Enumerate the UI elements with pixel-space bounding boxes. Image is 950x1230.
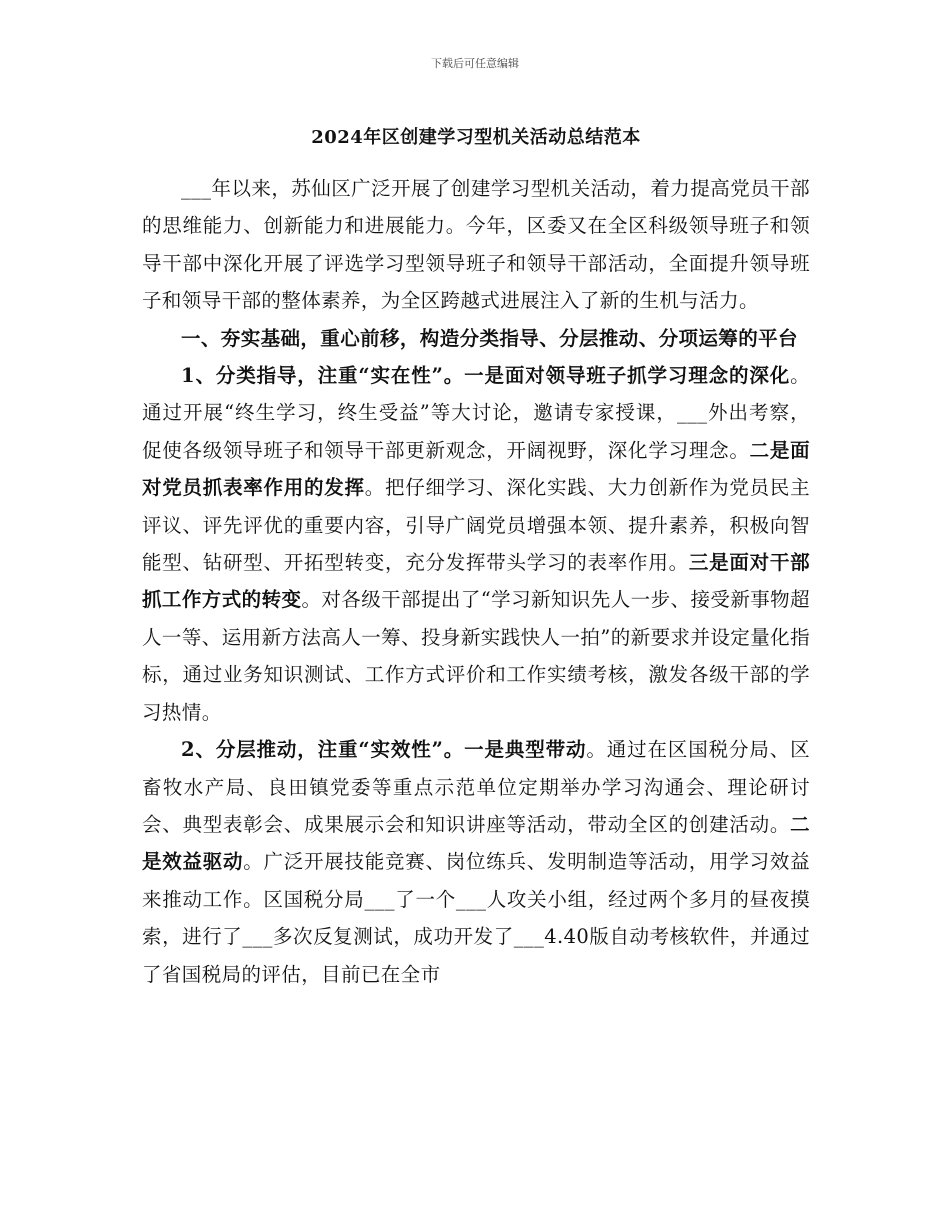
section-heading-1: 一、夯实基础，重心前移，构造分类指导、分层推动、分项运筹的平台 [181,326,798,350]
item1-point-3: 三是面对干部抓工作方式的转变 [142,551,810,612]
document-title: 2024年区创建学习型机关活动总结范本 [311,127,641,148]
item2-lead: 2、分层推动，注重“实效性”。 [181,738,465,762]
document-body [142,120,810,993]
item1-text-1: 。通过开展“终生学习，终生受益”等大讨论，邀请专家授课，___外出考察，促使各级领导班子和领导干部更新观念，开阔视野，深化学习理念。 [142,364,810,462]
header-note: 下载后可任意编辑 [431,57,519,70]
item1-point-2: 二是面对党员抓表率作用的发挥 [142,438,810,500]
item1-text-3: 。对各级干部提出了“学习新知识先人一步、接受新事物超人一等、运用新方法高人一筹、投身新实践快人一拍”的新要求并设定量化指标，通过业务知识测试、工作方式评价和工作实绩考核，激发各级干部的学习热情。 [142,588,811,724]
item1-point-1: 一是面对领导班子抓学习理念的深化 [464,364,791,388]
item2-point-1: 一是典型带动 [464,738,587,762]
item2-text-1: 。通过在区国税分局、区畜牧水产局、良田镇党委等重点示范单位定期举办学习沟通会、理论研讨会、典型表彰会、成果展示会和知识讲座等活动，带动全区的创建活动。 [142,738,810,836]
paragraph-item-1 [142,357,810,731]
intro-paragraph [142,170,810,320]
item2-point-2: 二是效益驱动 [142,812,810,874]
intro-text: ___年以来，苏仙区广泛开展了创建学习型机关活动，着力提高党员干部的思维能力、创新能力和进展能力。今年，区委又在全区科级领导班子和领导干部中深化开展了评选学习型领导班子和领导干部活动，全面提升领导班子和领导干部的整体素养，为全区跨越式进展注入了新的生机与活力。 [142,177,810,313]
item1-text-2: 。把仔细学习、深化实践、大力创新作为党员民主评议、评先评优的重要内容，引导广阔党员增强本领、提升素养，积极向智能型、钻研型、开拓型转变，充分发挥带头学习的表率作用。 [142,476,810,575]
item1-lead: 1、分类指导，注重“实在性”。 [181,364,465,388]
item2-text-2: 。广泛开展技能竞赛、岗位练兵、发明制造等活动，用学习效益来推动工作。区国税分局___了一个___人攻关小组，经过两个多月的昼夜摸索，进行了___多次反复测试，成功开发了___4.40版自动考核软件，并通过了省国税局的评估，目前已在全市 [142,850,810,986]
paragraph-item-2 [142,731,810,993]
